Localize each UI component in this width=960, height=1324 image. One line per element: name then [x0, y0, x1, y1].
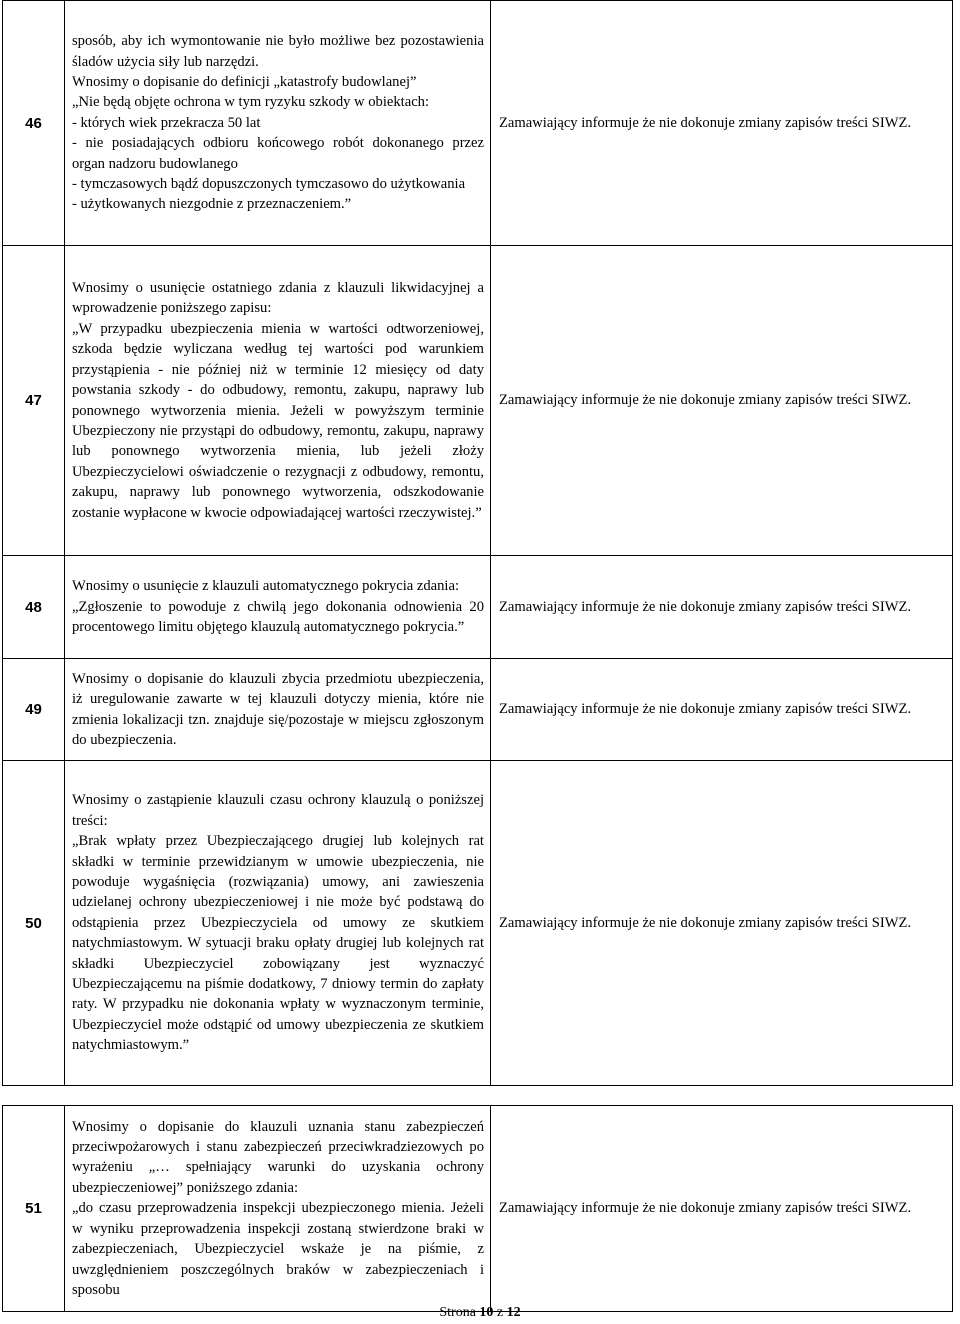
question-cell	[65, 659, 491, 761]
gap-cell	[3, 1086, 953, 1106]
question-text: sposób, aby ich wymontowanie nie było możliwe bez pozostawienia śladów użycia siły lub narzędzi. Wnosimy o dopisanie do definicji „katastrofy budowlanej” „Nie będą objęte ochrona w tym ryzyku szkody w obiektach: - których wiek przekracza 50 lat - nie posiadających odbioru końcowego robót dokonanego przez organ nadzoru budowlanego - tymczasowych bądź dopuszczonych tymczasowo do użytkowania - użytkowanych niezgodnie z przeznaczeniem.”	[72, 33, 484, 213]
row-number: 49	[3, 659, 65, 761]
row-number: 51	[3, 1106, 65, 1312]
answer-cell	[491, 761, 953, 1086]
question-cell	[65, 761, 491, 1086]
page-footer	[0, 1305, 960, 1321]
table-row	[3, 556, 953, 659]
footer-total: 12	[506, 1305, 521, 1320]
footer-page: 10	[479, 1305, 494, 1320]
question-text: Wnosimy o dopisanie do klauzuli uznania stanu zabezpieczeń przeciwpożarowych i stanu zabezpieczeń przeciwkradziezowych po wyrażeniu „… spełniający warunki do uzyskania ochrony ubezpieczeniowej” poniższego zdania: „do czasu przeprowadzenia inspekcji ubezpieczonego mienia. Jeżeli w wyniku przeprowadzenia inspekcji zostaną stwierdzone braki w zabezpieczeniach, Ubezpieczyciel wskaże je na piśmie, z uwzględnieniem poszczególnych braków w zabezpieczeniach i sposobu	[72, 1118, 484, 1298]
questions-table	[2, 0, 953, 1312]
row-number: 46	[3, 1, 65, 246]
footer-prefix: Strona	[439, 1305, 476, 1320]
table-gap	[3, 1086, 953, 1106]
table-row	[3, 246, 953, 556]
row-number: 50	[3, 761, 65, 1086]
answer-cell	[491, 1, 953, 246]
table-row	[3, 659, 953, 761]
table-row	[3, 1, 953, 246]
table-row	[3, 1106, 953, 1312]
answer-cell	[491, 1106, 953, 1312]
question-text: Wnosimy o zastąpienie klauzuli czasu ochrony klauzulą o poniższej treści: „Brak wpłaty przez Ubezpieczającego drugiej lub kolejnych rat składki w terminie przewidzianym w umowie ubezpieczenia, nie powoduje wygaśnięcia (rozwiązania) umowy, ani zawieszenia udzielanej ochrony ubezpieczeniowej i nie może być podstawą do odstąpienia przez Ubezpieczyciela od umowy ze skutkiem natychmiastowym. W sytuacji braku opłaty drugiej lub kolejnych rat składki Ubezpieczyciel zobowiązany jest wyznaczyć Ubezpieczającemu na piśmie dodatkowy, 7 dniowy termin do zapłaty raty. W przypadku nie dokonania wpłaty w wyznaczonym terminie, Ubezpieczyciel może odstąpić od umowy ubezpieczenia ze skutkiem natychmiastowym.”	[72, 792, 484, 1054]
question-cell	[65, 246, 491, 556]
answer-text: Zamawiający informuje że nie dokonuje zmiany zapisów treści SIWZ.	[499, 701, 912, 718]
answer-text: Zamawiający informuje że nie dokonuje zmiany zapisów treści SIWZ.	[499, 114, 912, 131]
answer-cell	[491, 556, 953, 659]
question-text: Wnosimy o usunięcie z klauzuli automatycznego pokrycia zdania: „Zgłoszenie to powoduje z chwilą jego dokonania odnowienia 20 procentowego limitu objętego klauzulą automatycznego pokrycia.”	[72, 578, 484, 636]
row-number: 47	[3, 246, 65, 556]
question-text: Wnosimy o dopisanie do klauzuli zbycia przedmiotu ubezpieczenia, iż uregulowanie zawarte w tej klauzuli dotyczy mienia, które nie zmienia lokalizacji tzn. znajduje się/pozostaje w miejscu zgłoszonym do ubezpieczenia.	[72, 670, 484, 748]
answer-text: Zamawiający informuje że nie dokonuje zmiany zapisów treści SIWZ.	[499, 392, 912, 409]
question-cell	[65, 1106, 491, 1312]
question-cell	[65, 556, 491, 659]
footer-sep: z	[496, 1305, 504, 1320]
question-text: Wnosimy o usunięcie ostatniego zdania z klauzuli likwidacyjnej a wprowadzenie poniższego zapisu: „W przypadku ubezpieczenia mienia w wartości odtworzeniowej, szkoda będzie wyliczana według tej wartości pod warunkiem przystąpienia - nie później niż w terminie 12 miesięcy od daty powstania szkody - do odbudowy, remontu, zakupu, naprawy lub ponownego wytworzenia mienia. Jeżeli w powyższym terminie Ubezpieczony nie przystąpi do odbudowy, remontu, zakupu, naprawy lub ponownego wytworzenia mienia, lub jeżeli złoży Ubezpieczycielowi oświadczenie o rezygnacji z odbudowy, remontu, zakupu, naprawy lub ponownego wytworzenia, odszkodowanie zostanie wypłacone w kwocie odpowiadającej wartości rzeczywistej.”	[72, 280, 484, 521]
answer-text: Zamawiający informuje że nie dokonuje zmiany zapisów treści SIWZ.	[499, 598, 912, 615]
answer-text: Zamawiający informuje że nie dokonuje zmiany zapisów treści SIWZ.	[499, 914, 912, 931]
question-cell	[65, 1, 491, 246]
answer-text: Zamawiający informuje że nie dokonuje zmiany zapisów treści SIWZ.	[499, 1200, 912, 1217]
answer-cell	[491, 246, 953, 556]
answer-cell	[491, 659, 953, 761]
table-row	[3, 761, 953, 1086]
row-number: 48	[3, 556, 65, 659]
